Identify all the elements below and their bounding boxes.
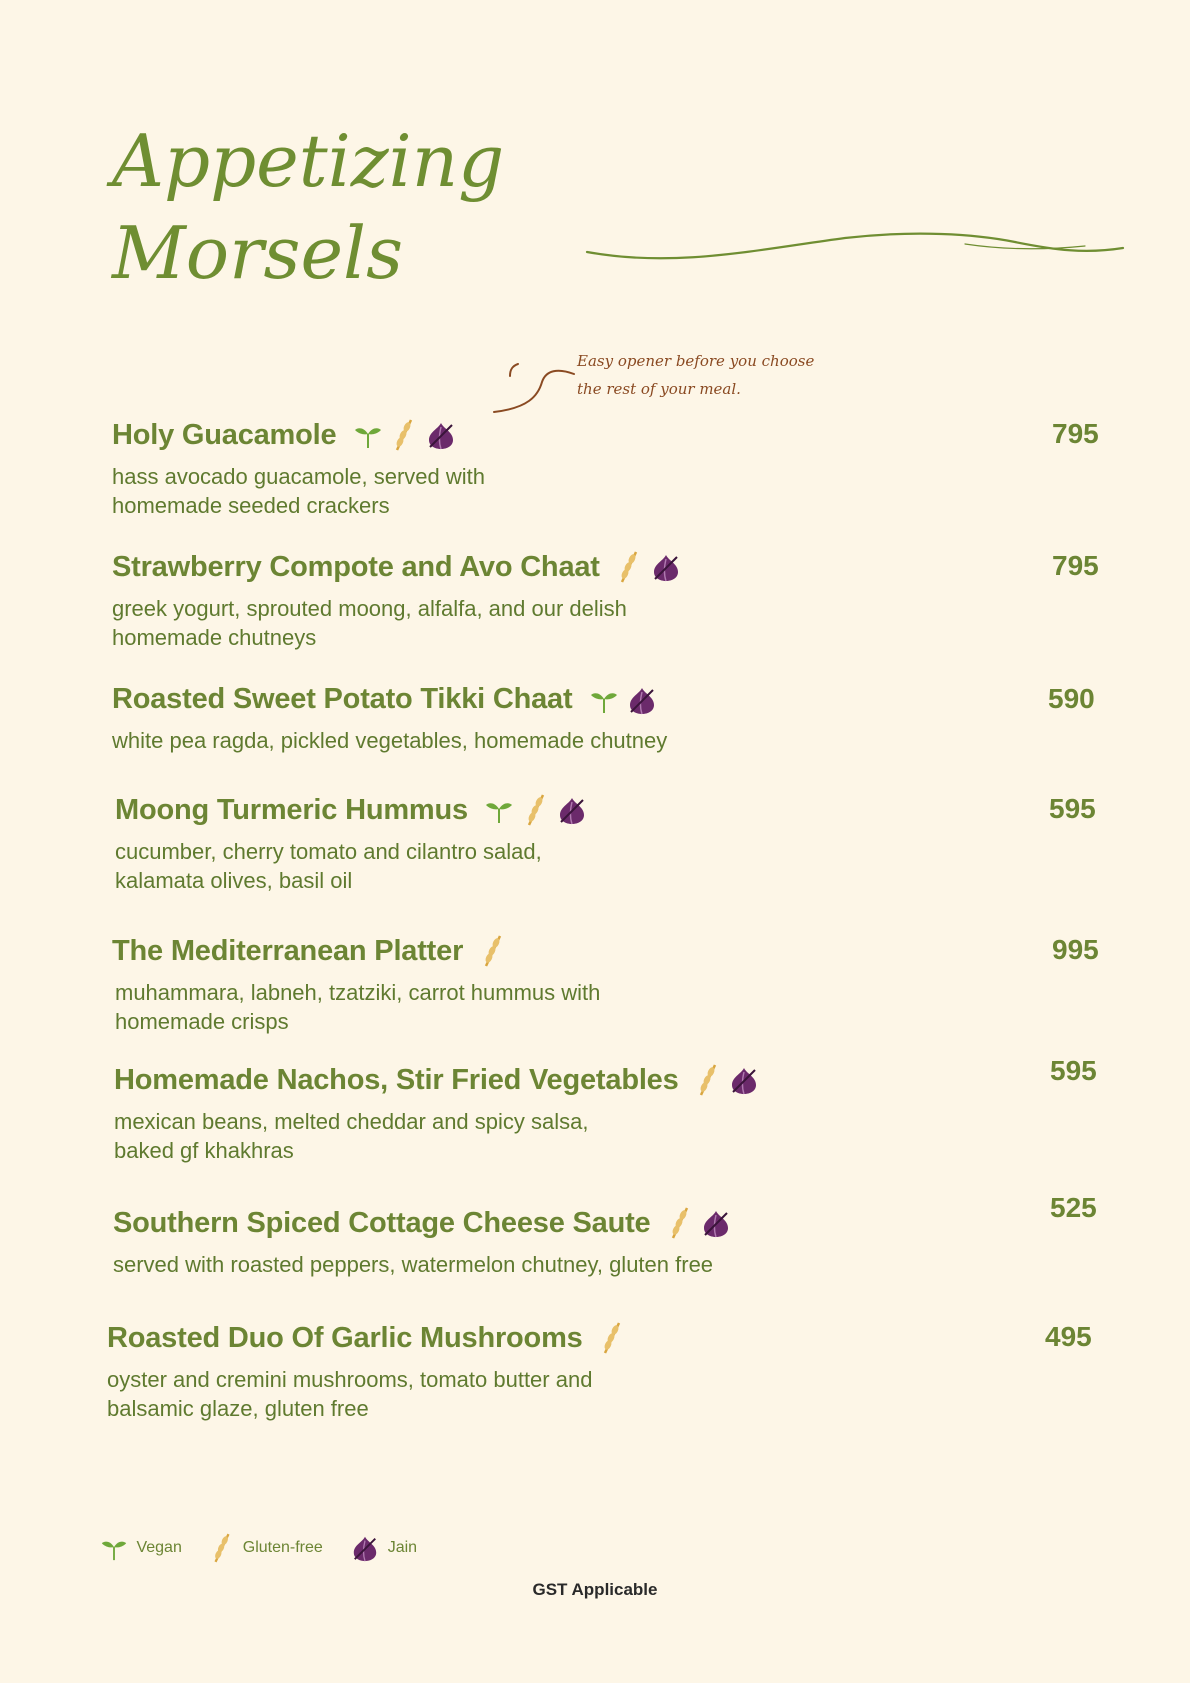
gluten-free-icon bbox=[210, 1532, 234, 1564]
legend-label: Vegan bbox=[136, 1539, 182, 1557]
item-description bbox=[112, 594, 1112, 652]
item-description bbox=[107, 1365, 1107, 1423]
item-diet-icons bbox=[616, 550, 684, 584]
note-line-2: the rest of your meal. bbox=[577, 380, 741, 398]
description-line: cucumber, cherry tomato and cilantro salad, bbox=[115, 839, 542, 864]
description-line: kalamata olives, basil oil bbox=[115, 868, 353, 893]
description-line: homemade chutneys bbox=[112, 625, 317, 650]
description-line: greek yogurt, sprouted moong, alfalfa, and our delish bbox=[112, 596, 627, 621]
item-price: 590 bbox=[1048, 683, 1095, 714]
description-line: white pea ragda, pickled vegetables, homemade chutney bbox=[112, 728, 668, 753]
item-diet-icons bbox=[484, 793, 591, 827]
menu-item bbox=[112, 934, 1112, 1036]
item-diet-icons bbox=[667, 1206, 735, 1240]
description-line: mexican beans, melted cheddar and spicy salsa, bbox=[114, 1109, 589, 1134]
description-line: served with roasted peppers, watermelon chutney, gluten free bbox=[113, 1252, 714, 1277]
item-price: 795 bbox=[1052, 550, 1099, 581]
gst-note: GST Applicable bbox=[532, 1580, 658, 1599]
title-line-2: Morsels bbox=[112, 211, 404, 296]
handwritten-note bbox=[577, 347, 814, 403]
jain-onion-icon bbox=[729, 1064, 759, 1096]
jain-onion-icon bbox=[701, 1207, 731, 1239]
gluten-free-icon bbox=[599, 1321, 625, 1355]
item-price: 495 bbox=[1045, 1321, 1092, 1352]
title-line-1: Appetizing bbox=[112, 119, 505, 203]
vegan-icon bbox=[589, 685, 619, 715]
legend-label: Jain bbox=[387, 1539, 418, 1557]
description-line: baked gf khakhras bbox=[114, 1138, 294, 1163]
legend-label: Gluten-free bbox=[242, 1539, 323, 1557]
item-price: 995 bbox=[1052, 934, 1099, 965]
gluten-free-icon bbox=[695, 1063, 721, 1097]
item-description bbox=[112, 978, 1112, 1036]
item-name: Roasted Duo Of Garlic Mushrooms bbox=[107, 1321, 583, 1354]
item-description bbox=[115, 837, 1115, 895]
item-description bbox=[112, 462, 1112, 520]
menu-item bbox=[113, 1192, 1113, 1279]
item-name: Southern Spiced Cottage Cheese Saute bbox=[113, 1206, 651, 1239]
gluten-free-icon bbox=[480, 934, 506, 968]
gluten-free-icon bbox=[616, 550, 642, 584]
description-line: muhammara, labneh, tzatziki, carrot hummus with bbox=[115, 980, 601, 1005]
item-price: 595 bbox=[1050, 1055, 1097, 1086]
page-title bbox=[112, 115, 504, 299]
item-price: 525 bbox=[1050, 1192, 1097, 1223]
diet-legend bbox=[100, 1532, 441, 1564]
note-arrow-icon bbox=[488, 356, 578, 416]
description-line: homemade seeded crackers bbox=[112, 493, 390, 518]
item-diet-icons bbox=[589, 684, 661, 716]
legend-vegan bbox=[100, 1534, 182, 1562]
legend-gluten-free bbox=[210, 1532, 323, 1564]
item-description bbox=[112, 726, 1112, 755]
item-name: Strawberry Compote and Avo Chaat bbox=[112, 550, 600, 583]
description-line: balsamic glaze, gluten free bbox=[107, 1396, 369, 1421]
jain-onion-icon bbox=[627, 684, 657, 716]
item-diet-icons bbox=[480, 934, 510, 968]
decorative-swoosh bbox=[585, 220, 1125, 270]
menu-item bbox=[114, 1055, 1114, 1165]
item-diet-icons bbox=[353, 418, 460, 452]
item-name: Moong Turmeric Hummus bbox=[115, 793, 468, 826]
jain-onion-icon bbox=[651, 551, 681, 583]
jain-onion-icon bbox=[557, 794, 587, 826]
gluten-free-icon bbox=[523, 793, 549, 827]
item-name: Roasted Sweet Potato Tikki Chaat bbox=[112, 683, 573, 715]
description-line: oyster and cremini mushrooms, tomato butter and bbox=[107, 1367, 593, 1392]
jain-onion-icon bbox=[426, 419, 456, 451]
vegan-icon bbox=[484, 795, 514, 825]
vegan-icon bbox=[100, 1534, 128, 1562]
menu-item bbox=[112, 418, 1112, 520]
note-line-1: Easy opener before you choose bbox=[577, 352, 815, 370]
vegan-icon bbox=[353, 420, 383, 450]
item-diet-icons bbox=[599, 1321, 629, 1355]
description-line: hass avocado guacamole, served with bbox=[112, 464, 485, 489]
gluten-free-icon bbox=[391, 418, 417, 452]
menu-item bbox=[115, 793, 1115, 895]
description-line: homemade crisps bbox=[115, 1009, 289, 1034]
item-diet-icons bbox=[695, 1063, 763, 1097]
menu-item bbox=[107, 1321, 1107, 1423]
menu-item bbox=[112, 683, 1112, 755]
jain-onion-icon bbox=[351, 1533, 379, 1563]
item-description bbox=[113, 1250, 1113, 1279]
item-name: Holy Guacamole bbox=[112, 418, 337, 451]
item-price: 595 bbox=[1049, 793, 1096, 824]
item-description bbox=[114, 1107, 1114, 1165]
item-name: The Mediterranean Platter bbox=[112, 934, 464, 967]
gluten-free-icon bbox=[667, 1206, 693, 1240]
legend-jain bbox=[351, 1533, 417, 1563]
item-price: 795 bbox=[1052, 418, 1099, 449]
item-name: Homemade Nachos, Stir Fried Vegetables bbox=[114, 1063, 679, 1096]
menu-item bbox=[112, 550, 1112, 652]
